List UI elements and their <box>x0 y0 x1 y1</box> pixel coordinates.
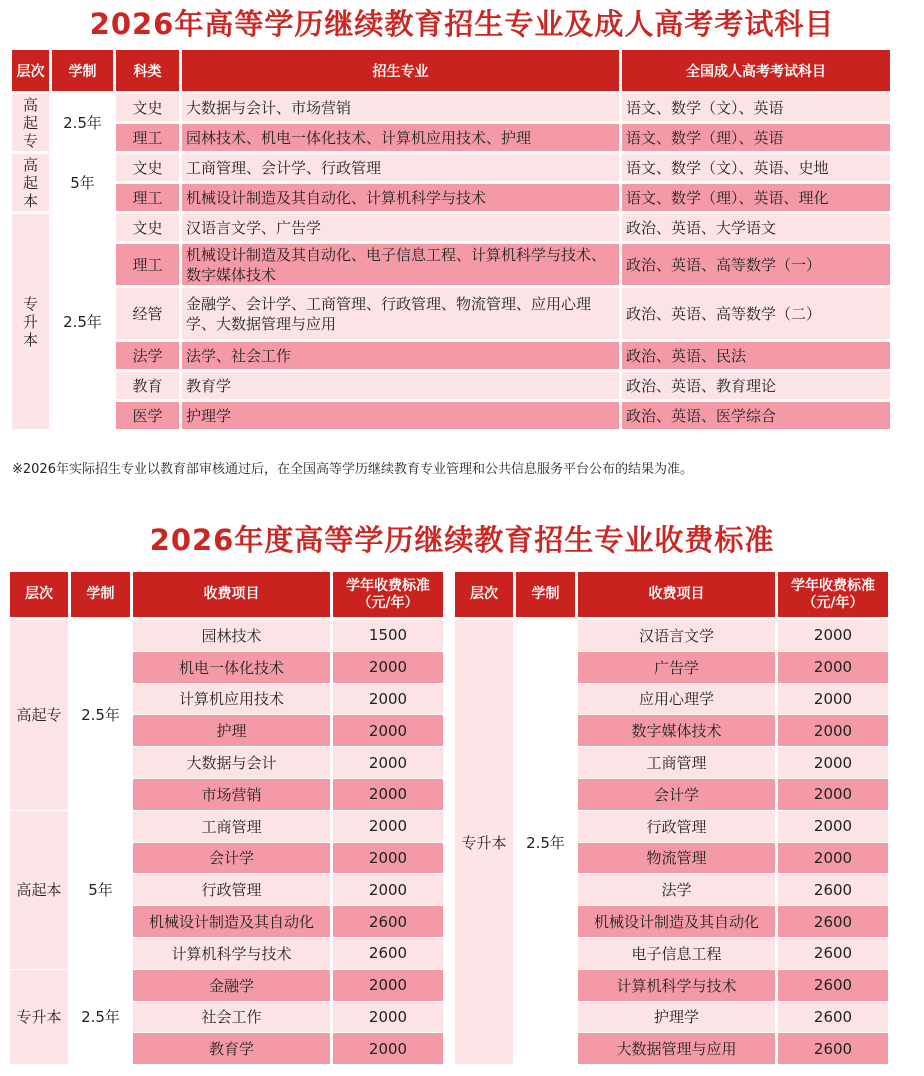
fee-item-cell: 工商管理 <box>578 747 778 779</box>
category-cell: 理工 <box>116 244 182 288</box>
subjects-cell: 政治、英语、大学语文 <box>622 214 893 244</box>
subjects-cell: 语文、数学（文）、英语、史地 <box>622 154 893 184</box>
fee-price-cell: 2000 <box>333 874 446 906</box>
fee-item-cell: 物流管理 <box>578 843 778 875</box>
fee-level-cell: 高起本 <box>10 811 71 970</box>
fee-price-cell: 2000 <box>778 843 891 875</box>
fee-price-cell: 2600 <box>333 906 446 938</box>
level-text: 专升本 <box>23 294 39 349</box>
fee-header-price <box>333 572 446 620</box>
majors-cell: 金融学、会计学、工商管理、行政管理、物流管理、应用心理学、大数据管理与应用 <box>182 288 622 342</box>
fee-header-years: 学制 <box>71 572 133 620</box>
fee-years-cell: 2.5年 <box>71 620 133 811</box>
fee-table-header-row <box>455 572 891 620</box>
exam-table-header-row <box>12 50 893 94</box>
header-majors: 招生专业 <box>182 50 622 94</box>
fee-item-cell: 工商管理 <box>133 811 333 843</box>
fee-table-left <box>10 572 446 1065</box>
fee-price-cell: 2000 <box>778 747 891 779</box>
category-cell: 经管 <box>116 288 182 342</box>
exam-subjects-table <box>12 50 893 432</box>
fee-price-cell: 2600 <box>778 906 891 938</box>
fee-header-level: 层次 <box>10 572 71 620</box>
category-cell: 文史 <box>116 94 182 124</box>
fee-item-cell: 广告学 <box>578 652 778 684</box>
exam-table-row <box>12 342 893 372</box>
fee-price-cell: 2600 <box>778 874 891 906</box>
fee-years-cell: 5年 <box>71 811 133 970</box>
fee-price-cell: 2000 <box>333 811 446 843</box>
fee-item-cell: 机电一体化技术 <box>133 652 333 684</box>
fee-table-right <box>455 572 891 1065</box>
fee-level-cell: 高起专 <box>10 620 71 811</box>
exam-table-row <box>12 402 893 432</box>
category-cell: 医学 <box>116 402 182 432</box>
fee-header-price <box>778 572 891 620</box>
majors-cell: 机械设计制造及其自动化、电子信息工程、计算机科学与技术、数字媒体技术 <box>182 244 622 288</box>
fee-level-cell: 专升本 <box>455 620 516 1065</box>
majors-cell: 机械设计制造及其自动化、计算机科学与技术 <box>182 184 622 214</box>
exam-table-row <box>12 154 893 184</box>
fee-price-cell: 1500 <box>333 620 446 652</box>
fee-item-cell: 会计学 <box>578 779 778 811</box>
subjects-cell: 政治、英语、医学综合 <box>622 402 893 432</box>
majors-cell: 大数据与会计、市场营销 <box>182 94 622 124</box>
fee-header-price-text: 学年收费标准（元/年） <box>346 577 430 611</box>
fee-price-cell: 2600 <box>778 970 891 1002</box>
exam-table-row <box>12 244 893 288</box>
fee-table-title: 2026年度高等学历继续教育招生专业收费标准 <box>149 523 775 557</box>
fee-table-header-row <box>10 572 446 620</box>
fee-item-cell: 电子信息工程 <box>578 938 778 970</box>
years-cell: 2.5年 <box>52 214 116 432</box>
majors-cell: 护理学 <box>182 402 622 432</box>
subjects-cell: 政治、英语、高等数学（一） <box>622 244 893 288</box>
fee-header-item: 收费项目 <box>578 572 778 620</box>
fee-item-cell: 会计学 <box>133 843 333 875</box>
fee-item-cell: 大数据与会计 <box>133 747 333 779</box>
majors-cell: 园林技术、机电一体化技术、计算机应用技术、护理 <box>182 124 622 154</box>
fee-item-cell: 计算机科学与技术 <box>133 938 333 970</box>
majors-cell: 工商管理、会计学、行政管理 <box>182 154 622 184</box>
category-cell: 教育 <box>116 372 182 402</box>
header-subjects: 全国成人高考考试科目 <box>622 50 893 94</box>
fee-item-cell: 计算机科学与技术 <box>578 970 778 1002</box>
fee-price-cell: 2000 <box>333 747 446 779</box>
fee-item-cell: 护理 <box>133 715 333 747</box>
fee-item-cell: 社会工作 <box>133 1002 333 1034</box>
fee-header-item: 收费项目 <box>133 572 333 620</box>
subjects-cell: 语文、数学（文）、英语 <box>622 94 893 124</box>
fee-row <box>10 620 446 652</box>
years-cell: 2.5年 <box>52 94 116 154</box>
fee-level-cell: 专升本 <box>10 970 71 1065</box>
level-cell <box>12 154 52 214</box>
fee-price-cell: 2000 <box>333 779 446 811</box>
years-cell: 5年 <box>52 154 116 214</box>
level-cell <box>12 214 52 432</box>
fee-item-cell: 金融学 <box>133 970 333 1002</box>
fee-price-cell: 2000 <box>333 843 446 875</box>
category-cell: 法学 <box>116 342 182 372</box>
majors-cell: 教育学 <box>182 372 622 402</box>
fee-item-cell: 护理学 <box>578 1002 778 1034</box>
exam-table-row <box>12 288 893 342</box>
fee-price-cell: 2000 <box>333 684 446 716</box>
fee-item-cell: 行政管理 <box>578 811 778 843</box>
fee-item-cell: 大数据管理与应用 <box>578 1033 778 1065</box>
category-cell: 理工 <box>116 124 182 154</box>
fee-item-cell: 应用心理学 <box>578 684 778 716</box>
fee-row <box>10 811 446 843</box>
category-cell: 文史 <box>116 154 182 184</box>
fee-price-cell: 2600 <box>778 1033 891 1065</box>
subjects-cell: 语文、数学（理）、英语、理化 <box>622 184 893 214</box>
fee-price-cell: 2000 <box>333 652 446 684</box>
level-cell <box>12 94 52 154</box>
majors-cell: 汉语言文学、广告学 <box>182 214 622 244</box>
fee-item-cell: 机械设计制造及其自动化 <box>578 906 778 938</box>
header-level: 层次 <box>12 50 52 94</box>
fee-item-cell: 园林技术 <box>133 620 333 652</box>
fee-price-cell: 2000 <box>778 779 891 811</box>
fee-years-cell: 2.5年 <box>516 620 578 1065</box>
fee-price-cell: 2600 <box>778 1002 891 1034</box>
fee-price-cell: 2600 <box>333 938 446 970</box>
fee-row <box>455 620 891 652</box>
fee-price-cell: 2000 <box>333 715 446 747</box>
fee-price-cell: 2000 <box>778 620 891 652</box>
exam-table-title: 2026年高等学历继续教育招生专业及成人高考考试科目 <box>89 7 835 41</box>
exam-table-row <box>12 372 893 402</box>
fee-price-cell: 2000 <box>778 715 891 747</box>
fee-price-cell: 2000 <box>333 970 446 1002</box>
subjects-cell: 政治、英语、民法 <box>622 342 893 372</box>
subjects-cell: 语文、数学（理）、英语 <box>622 124 893 154</box>
fee-header-level: 层次 <box>455 572 516 620</box>
fee-item-cell: 行政管理 <box>133 874 333 906</box>
fee-price-cell: 2000 <box>778 811 891 843</box>
fee-item-cell: 计算机应用技术 <box>133 684 333 716</box>
fee-row <box>10 970 446 1002</box>
fee-item-cell: 机械设计制造及其自动化 <box>133 906 333 938</box>
fee-header-price-text: 学年收费标准（元/年） <box>791 577 875 611</box>
fee-item-cell: 教育学 <box>133 1033 333 1065</box>
level-text: 高起本 <box>23 155 39 210</box>
fee-years-cell: 2.5年 <box>71 970 133 1065</box>
category-cell: 文史 <box>116 214 182 244</box>
header-years: 学制 <box>52 50 116 94</box>
fee-item-cell: 汉语言文学 <box>578 620 778 652</box>
fee-header-years: 学制 <box>516 572 578 620</box>
majors-cell: 法学、社会工作 <box>182 342 622 372</box>
header-category: 科类 <box>116 50 182 94</box>
exam-table-row <box>12 94 893 124</box>
fee-price-cell: 2000 <box>333 1002 446 1034</box>
fee-price-cell: 2000 <box>778 684 891 716</box>
fee-item-cell: 法学 <box>578 874 778 906</box>
exam-table-row <box>12 124 893 154</box>
category-cell: 理工 <box>116 184 182 214</box>
enrollment-note: ※2026年实际招生专业以教育部审核通过后，在全国高等学历继续教育专业管理和公共信息服务平台公布的结果为准。 <box>12 462 693 477</box>
exam-table-row <box>12 184 893 214</box>
fee-price-cell: 2000 <box>333 1033 446 1065</box>
fee-price-cell: 2600 <box>778 938 891 970</box>
level-text: 高起专 <box>23 95 39 150</box>
fee-item-cell: 数字媒体技术 <box>578 715 778 747</box>
fee-item-cell: 市场营销 <box>133 779 333 811</box>
subjects-cell: 政治、英语、高等数学（二） <box>622 288 893 342</box>
fee-price-cell: 2000 <box>778 652 891 684</box>
subjects-cell: 政治、英语、教育理论 <box>622 372 893 402</box>
exam-table-row <box>12 214 893 244</box>
